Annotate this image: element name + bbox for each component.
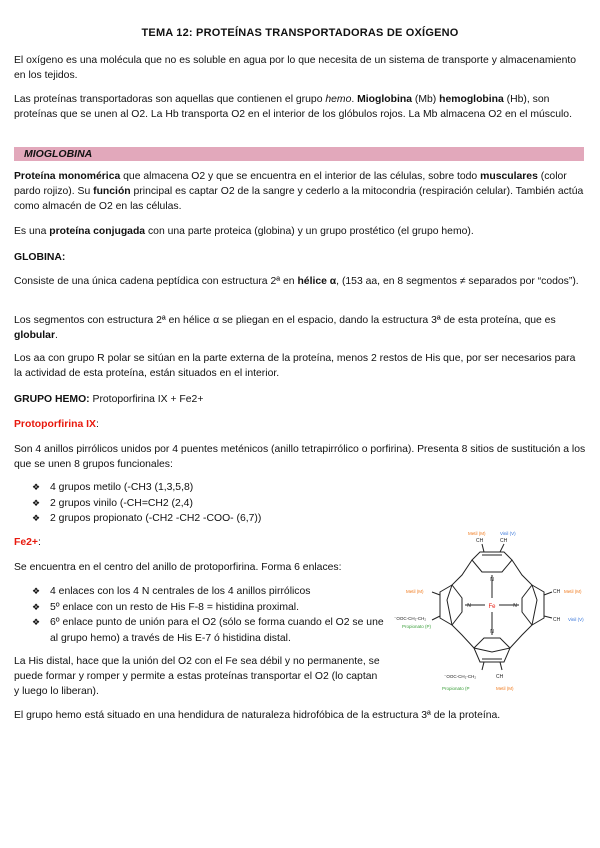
segmentos-paragraph: Los segmentos con estructura 2ª en hélice α se pliegan en el espacio, dando la estructura 3ª de esta proteína, que es globular. (14, 315, 556, 341)
globina-paragraph: Consiste de una única cadena peptídica con estructura 2ª en hélice α, (153 aa, en 8 segmentos ≠ separados por “codos”). (14, 276, 579, 287)
n-label: N (490, 629, 494, 635)
list-item: ❖ 4 grupos metilo (-CH3 (1,3,5,8) (14, 480, 261, 496)
n-label: N (467, 603, 471, 609)
diamond-bullet-icon: ❖ (32, 482, 41, 492)
fe-paragraph: Se encuentra en el centro del anillo de protoporfirina. Forma 6 enlaces: (14, 562, 342, 573)
diamond-bullet-icon: ❖ (32, 513, 41, 523)
diamond-bullet-icon: ❖ (32, 586, 41, 596)
propionate-label: Propionato (P) (402, 624, 432, 629)
hendidura-paragraph: El grupo hemo está situado en una hendidura de naturaleza hidrofóbica de la estructura 3ª de la proteína. (14, 710, 501, 721)
page-title: TEMA 12: PROTEÍNAS TRANSPORTADORAS DE OXÍGENO (141, 27, 459, 39)
diamond-bullet-icon: ❖ (32, 617, 41, 627)
ch3-label: CH (476, 538, 484, 544)
fe-heading: Fe2+: (14, 537, 41, 548)
diamond-bullet-icon: ❖ (32, 497, 41, 508)
grupo-hemo-heading: GRUPO HEMO: Protoporfirina IX + Fe2+ (14, 394, 204, 405)
ch3-label: CH (553, 589, 561, 595)
mioglobina-paragraph: Proteína monomérica que almacena O2 y que se encuentra en el interior de las células, sobre todo musculares (color pardo rojizo). Su función principal es captar O2 de la sangre y cederlo a la mitocondria (respiración celular). También actúa como almacén de O2 en las células. (14, 171, 584, 212)
ch3-label: CH (496, 674, 504, 680)
vinyl-label: Vinil (V) (500, 531, 516, 536)
fe-bonds-list (14, 584, 384, 646)
ch-label: CH (500, 538, 508, 544)
methyl-label: Metil (M) (496, 686, 514, 691)
conjugada-paragraph: Es una proteína conjugada con una parte proteica (globina) y un grupo prostético (el grupo hemo). (14, 226, 474, 237)
list-item: ❖ 4 enlaces con los 4 N centrales de los 4 anillos pirrólicos (14, 584, 384, 600)
section-header-mioglobina: MIOGLOBINA (14, 147, 584, 161)
intro-paragraph: El oxígeno es una molécula que no es soluble en agua por lo que necesita de un sistema de transporte y almacenamiento en los tejidos. (14, 55, 577, 81)
substituents-list (14, 480, 261, 527)
n-label: N (513, 603, 517, 609)
protoporfirina-heading: Protoporfirina IX: (14, 419, 99, 430)
pyrrole-ring-bottom (474, 638, 510, 662)
methyl-label: Metil (M) (564, 589, 582, 594)
diamond-bullet-icon: ❖ (32, 601, 41, 612)
methyl-label: Metil (M) (468, 531, 486, 536)
list-item: ❖ 2 grupos propionato (-CH2 -CH2 -COO- (6,7)) (14, 511, 261, 527)
propionate-label: Propionato (P (442, 686, 470, 691)
fe-atom-label: Fe (488, 604, 496, 610)
list-item: ❖ 5º enlace con un resto de His F-8 = histidina proximal. (14, 600, 384, 616)
globina-heading: GLOBINA: (14, 252, 66, 263)
his-distal-paragraph: La His distal, hace que la unión del O2 con el Fe sea débil y no permanente, se puede formar y romper y permite a estas proteínas transportar el O2 (lo captan y luego lo liberan). (14, 656, 380, 697)
list-item: ❖ 2 grupos vinilo (-CH=CH2 (2,4) (14, 496, 261, 512)
vinyl-label: Vinil (V) (568, 617, 584, 622)
propionate-chain-label: ⁻OOC-CH₂-CH₂ (444, 674, 477, 679)
proteins-paragraph: Las proteínas transportadoras son aquellas que contienen el grupo hemo. Mioglobina (Mb) hemoglobina (Hb), son proteínas que se unen al O2. La Hb transporta O2 en el interior de los glóbulos rojos. La Mb almacena O2 en el músculo. (14, 94, 572, 120)
heme-structure-diagram (392, 530, 592, 700)
propionate-chain-label: ⁻OOC-CH₂-CH₂ (394, 616, 427, 621)
list-item: ❖ 6º enlace punto de unión para el O2 (sólo se forma cuando el O2 se une al grupo hemo) a través de His E-7 ó histidina distal. (32, 617, 384, 644)
methyl-label: Metil (M) (406, 589, 424, 594)
n-label: N (490, 577, 494, 583)
ch-label: CH (553, 617, 561, 623)
protoporfirina-paragraph: Son 4 anillos pirrólicos unidos por 4 puentes meténicos (anillo tetrapirrólico o porfirina). Presenta 8 sitios de sustitución a los que se unen 8 grupos funcionales: (14, 444, 586, 470)
polar-paragraph: Los aa con grupo R polar se sitúan en la parte externa de la proteína, menos 2 restos de His que, por ser necesarios para la actividad de esta proteína, están situados en el interior. (14, 353, 576, 379)
